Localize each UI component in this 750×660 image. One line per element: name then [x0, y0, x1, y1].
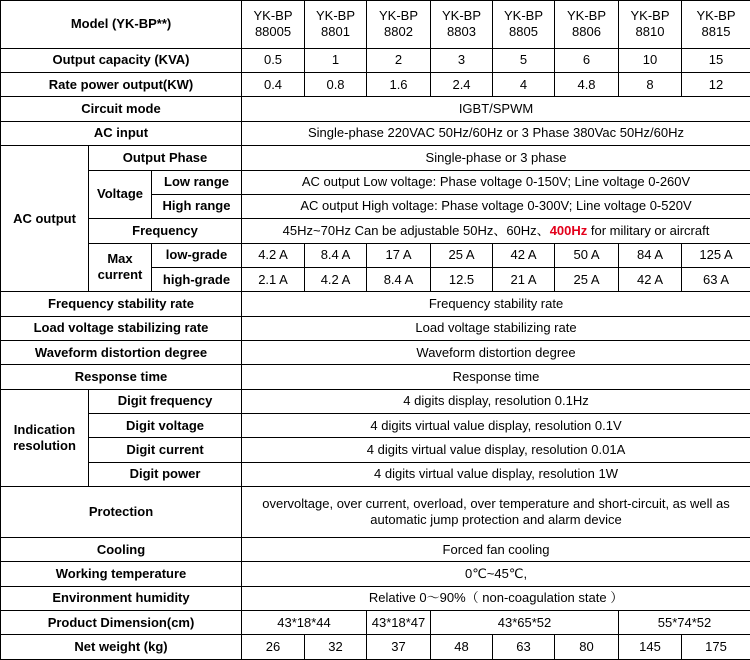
- rate-power-row: [1, 73, 750, 97]
- table-cell: 8.4 A: [305, 243, 367, 267]
- net-weight-row: [1, 635, 750, 660]
- table-cell: 32: [305, 635, 367, 660]
- dimension-row: [1, 611, 750, 635]
- load-voltage-row: [1, 316, 750, 340]
- frequency-stability-row: [1, 292, 750, 316]
- row-value: Relative 0～90%（ non-coagulation state ）: [242, 586, 750, 610]
- working-temperature-row: [1, 562, 750, 586]
- digit-current-row: [1, 438, 750, 462]
- row-label: Digit frequency: [89, 389, 242, 413]
- row-label: Product Dimension(cm): [1, 611, 242, 635]
- table-cell: 63: [493, 635, 555, 660]
- table-cell: 6: [555, 48, 619, 72]
- model-header: YK-BP 8810: [619, 1, 682, 49]
- row-value: 4 digits virtual value display, resolution 1W: [242, 462, 750, 486]
- row-value: Single-phase 220VAC 50Hz/60Hz or 3 Phase 380Vac 50Hz/60Hz: [242, 121, 750, 145]
- row-label: Digit power: [89, 462, 242, 486]
- table-cell: 15: [682, 48, 750, 72]
- ac-output-label: AC output: [1, 146, 89, 292]
- table-cell: 37: [367, 635, 431, 660]
- table-cell: 3: [431, 48, 493, 72]
- model-header: YK-BP 8805: [493, 1, 555, 49]
- row-label: High range: [152, 194, 242, 218]
- voltage-low-row: [1, 170, 750, 194]
- waveform-row: [1, 341, 750, 365]
- table-cell: 42 A: [493, 243, 555, 267]
- voltage-label: Voltage: [89, 170, 152, 219]
- table-cell: 1.6: [367, 73, 431, 97]
- model-header: YK-BP 8801: [305, 1, 367, 49]
- table-cell: 10: [619, 48, 682, 72]
- row-label: Load voltage stabilizing rate: [1, 316, 242, 340]
- output-phase-row: [1, 146, 750, 170]
- row-value: AC output Low voltage: Phase voltage 0-150V; Line voltage 0-260V: [242, 170, 750, 194]
- row-value: Frequency stability rate: [242, 292, 750, 316]
- row-label: Net weight (kg): [1, 635, 242, 660]
- frequency-row: [1, 219, 750, 243]
- table-cell: 48: [431, 635, 493, 660]
- table-cell: 4.2 A: [242, 243, 305, 267]
- model-header: YK-BP 88005: [242, 1, 305, 49]
- row-value: 0℃~45℃,: [242, 562, 750, 586]
- table-cell: 8.4 A: [367, 267, 431, 291]
- row-label: Working temperature: [1, 562, 242, 586]
- table-cell: 0.5: [242, 48, 305, 72]
- row-label: AC input: [1, 121, 242, 145]
- model-header: YK-BP 8803: [431, 1, 493, 49]
- max-current-label: Max current: [89, 243, 152, 292]
- row-label: Output capacity (KVA): [1, 48, 242, 72]
- table-cell: 2: [367, 48, 431, 72]
- ac-input-row: [1, 121, 750, 145]
- table-cell: 4: [493, 73, 555, 97]
- row-label: Output Phase: [89, 146, 242, 170]
- row-label: Circuit mode: [1, 97, 242, 121]
- row-value: Waveform distortion degree: [242, 341, 750, 365]
- table-cell: 17 A: [367, 243, 431, 267]
- table-cell: 26: [242, 635, 305, 660]
- table-cell: 8: [619, 73, 682, 97]
- row-label: Protection: [1, 487, 242, 538]
- model-header: YK-BP 8802: [367, 1, 431, 49]
- table-cell: 25 A: [555, 267, 619, 291]
- table-cell: 1: [305, 48, 367, 72]
- table-cell: 175: [682, 635, 750, 660]
- cooling-row: [1, 537, 750, 561]
- humidity-row: [1, 586, 750, 610]
- row-value: Forced fan cooling: [242, 537, 750, 561]
- table-cell: 0.8: [305, 73, 367, 97]
- row-value: IGBT/SPWM: [242, 97, 750, 121]
- row-value: 4 digits virtual value display, resolution 0.01A: [242, 438, 750, 462]
- row-label: Low range: [152, 170, 242, 194]
- row-value: 4 digits display, resolution 0.1Hz: [242, 389, 750, 413]
- row-value: Single-phase or 3 phase: [242, 146, 750, 170]
- row-label: low-grade: [152, 243, 242, 267]
- row-label: high-grade: [152, 267, 242, 291]
- table-cell: 2.4: [431, 73, 493, 97]
- table-cell: 63 A: [682, 267, 750, 291]
- row-label: Environment humidity: [1, 586, 242, 610]
- row-label: Digit current: [89, 438, 242, 462]
- row-label: Response time: [1, 365, 242, 389]
- frequency-highlight: 400Hz: [549, 222, 588, 238]
- indication-label: Indication resolution: [1, 389, 89, 486]
- protection-row: [1, 487, 750, 538]
- table-cell: 43*18*44: [242, 611, 367, 635]
- row-value: Response time: [242, 365, 750, 389]
- table-cell: 2.1 A: [242, 267, 305, 291]
- table-cell: 55*74*52: [619, 611, 750, 635]
- row-label: Digit voltage: [89, 414, 242, 438]
- model-header: YK-BP 8815: [682, 1, 750, 49]
- table-cell: 43*18*47: [367, 611, 431, 635]
- model-row: [1, 1, 750, 49]
- table-cell: 125 A: [682, 243, 750, 267]
- model-header: YK-BP 8806: [555, 1, 619, 49]
- table-cell: 42 A: [619, 267, 682, 291]
- row-value: 4 digits virtual value display, resolution 0.1V: [242, 414, 750, 438]
- row-label: Waveform distortion degree: [1, 341, 242, 365]
- protection-value: overvoltage, over current, overload, over temperature and short-circuit, as well as automatic jump protection and alarm device: [242, 487, 750, 538]
- row-value: Load voltage stabilizing rate: [242, 316, 750, 340]
- table-cell: 4.2 A: [305, 267, 367, 291]
- table-cell: 50 A: [555, 243, 619, 267]
- row-label: Frequency stability rate: [1, 292, 242, 316]
- table-cell: 12: [682, 73, 750, 97]
- table-cell: 84 A: [619, 243, 682, 267]
- digit-power-row: [1, 462, 750, 486]
- digit-frequency-row: [1, 389, 750, 413]
- row-value: AC output High voltage: Phase voltage 0-300V; Line voltage 0-520V: [242, 194, 750, 218]
- max-current-low-row: [1, 243, 750, 267]
- response-time-row: [1, 365, 750, 389]
- digit-voltage-row: [1, 414, 750, 438]
- model-label: Model (YK-BP**): [1, 1, 242, 49]
- row-label: Frequency: [89, 219, 242, 243]
- table-cell: 21 A: [493, 267, 555, 291]
- table-cell: 145: [619, 635, 682, 660]
- row-label: Cooling: [1, 537, 242, 561]
- table-cell: 43*65*52: [431, 611, 619, 635]
- table-cell: 12.5: [431, 267, 493, 291]
- table-cell: 25 A: [431, 243, 493, 267]
- output-capacity-row: [1, 48, 750, 72]
- row-label: Rate power output(KW): [1, 73, 242, 97]
- table-cell: 5: [493, 48, 555, 72]
- frequency-value: 45Hz~70Hz Can be adjustable 50Hz、60Hz、400Hz for military or aircraft: [242, 219, 750, 243]
- circuit-mode-row: [1, 97, 750, 121]
- table-cell: 0.4: [242, 73, 305, 97]
- table-cell: 80: [555, 635, 619, 660]
- table-cell: 4.8: [555, 73, 619, 97]
